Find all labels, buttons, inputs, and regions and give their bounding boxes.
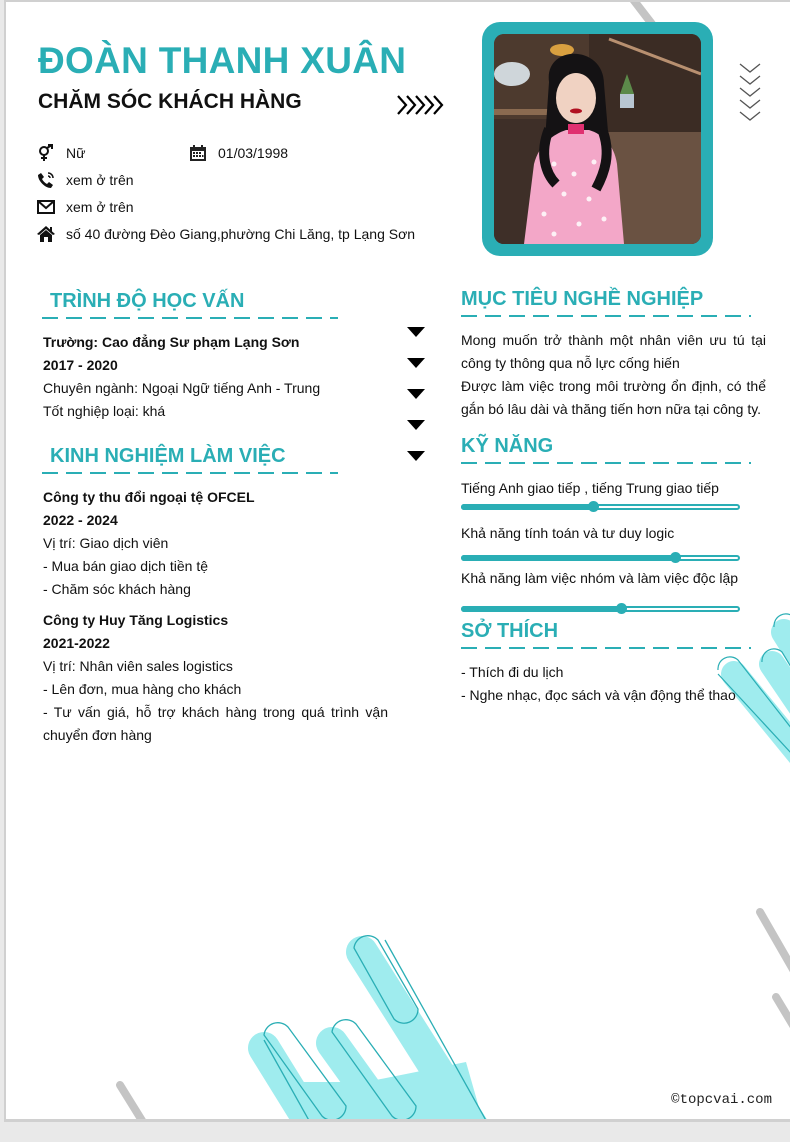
skill-bar-fill — [461, 555, 676, 561]
phone-value: xem ở trên — [66, 172, 134, 188]
education-divider — [42, 316, 338, 320]
education-years: 2017 - 2020 — [43, 357, 118, 373]
skill-bar — [461, 555, 740, 561]
education-block — [43, 331, 393, 423]
birthday-value: 01/03/1998 — [218, 145, 289, 161]
job-duty: - Chăm sóc khách hàng — [43, 581, 191, 597]
phone-row — [36, 170, 134, 190]
experience-divider — [42, 471, 338, 475]
skills-title: KỸ NĂNG — [461, 435, 554, 457]
objective-divider — [461, 314, 751, 318]
job-position: Vị trí: Nhân viên sales logistics — [43, 658, 233, 674]
skill-bar-knob — [588, 501, 599, 512]
profile-photo-frame — [482, 22, 713, 256]
chevrons-down-icon — [738, 62, 762, 128]
job-position: Vị trí: Giao dịch viên — [43, 535, 169, 551]
education-title: TRÌNH ĐỘ HỌC VẤN — [50, 290, 245, 312]
skill-bar-knob — [616, 603, 627, 614]
skill-bar-fill — [461, 504, 593, 510]
education-school: Trường: Cao đẳng Sư phạm Lạng Sơn — [43, 334, 300, 350]
cv-page — [4, 0, 790, 1122]
triangle-markers — [407, 327, 425, 461]
gender-row — [36, 143, 85, 163]
skill-label: Khả năng làm việc nhóm và làm việc độc lập — [461, 570, 739, 586]
gender-icon — [36, 144, 56, 162]
education-major: Chuyên ngành: Ngoại Ngữ tiếng Anh - Trung — [43, 380, 321, 396]
objective-title: MỤC TIÊU NGHỀ NGHIỆP — [461, 288, 704, 310]
email-value: xem ở trên — [66, 199, 134, 215]
hobbies-divider — [461, 646, 751, 650]
job-years: 2021-2022 — [43, 635, 110, 651]
education-grade: Tốt nghiệp loại: khá — [43, 403, 166, 419]
skills-divider — [461, 461, 751, 465]
gender-value: Nữ — [66, 145, 86, 161]
phone-icon — [36, 171, 56, 189]
watermark: ©topcvai.com — [671, 1092, 772, 1108]
skill-bar — [461, 606, 740, 612]
job-title: CHĂM SÓC KHÁCH HÀNG — [38, 90, 302, 113]
profile-photo — [494, 34, 701, 244]
objective-line: Được làm việc trong môi trường ổn định, có thể gắn bó lâu dài và thăng tiến hơn nữa tại công ty. — [461, 378, 766, 417]
job-duty: - Mua bán giao dịch tiền tệ — [43, 558, 208, 574]
objective-line: Mong muốn trở thành một nhân viên ưu tú tại công ty thông qua nỗ lực cống hiến — [461, 332, 766, 371]
triangle-down-icon — [407, 420, 425, 430]
experience-job-2 — [43, 609, 388, 747]
job-company: Công ty Huy Tăng Logistics — [43, 612, 229, 628]
hobbies-list — [461, 661, 761, 707]
candidate-name: ĐOÀN THANH XUÂN — [38, 40, 407, 81]
objective-text — [461, 329, 766, 421]
hobbies-title: SỞ THÍCH — [461, 620, 559, 642]
skill-label: Khả năng tính toán và tư duy logic — [461, 525, 675, 541]
job-duty: - Tư vấn giá, hỗ trợ khách hàng trong quá trình vận chuyển đơn hàng — [43, 704, 388, 743]
home-icon — [36, 225, 56, 243]
skill-label: Tiếng Anh giao tiếp , tiếng Trung giao tiếp — [461, 480, 719, 496]
experience-title: KINH NGHIỆM LÀM VIỆC — [50, 445, 286, 467]
skill-bar-fill — [461, 606, 621, 612]
address-row — [36, 224, 415, 244]
hobby-item: - Nghe nhạc, đọc sách và vận động thể thao — [461, 687, 736, 703]
triangle-down-icon — [407, 327, 425, 337]
birthday-row — [188, 143, 288, 163]
job-duty: - Lên đơn, mua hàng cho khách — [43, 681, 242, 697]
triangle-down-icon — [407, 451, 425, 461]
hobby-item: - Thích đi du lịch — [461, 664, 564, 680]
triangle-down-icon — [407, 389, 425, 399]
chevrons-right-icon — [396, 94, 448, 116]
calendar-icon — [188, 144, 208, 162]
email-row — [36, 197, 134, 217]
address-value: số 40 đường Đèo Giang,phường Chi Lăng, tp Lạng Sơn — [66, 226, 416, 242]
job-years: 2022 - 2024 — [43, 512, 118, 528]
experience-job-1 — [43, 486, 388, 601]
envelope-icon — [36, 198, 56, 216]
triangle-down-icon — [407, 358, 425, 368]
skill-bar — [461, 504, 740, 510]
job-company: Công ty thu đổi ngoại tệ OFCEL — [43, 489, 255, 505]
